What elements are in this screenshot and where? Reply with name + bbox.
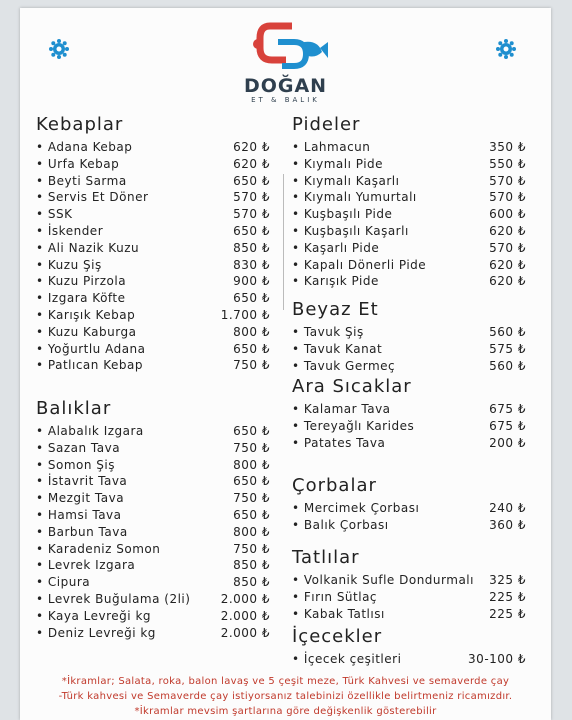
- ornament-flower-icon: [496, 39, 516, 59]
- menu-item-price: 570 ₺: [489, 190, 526, 205]
- menu-item-price: 570 ₺: [233, 207, 270, 222]
- menu-item-name: • Kıymalı Yumurtalı: [292, 190, 417, 205]
- menu-item-name: • Levrek Izgara: [36, 558, 136, 573]
- menu-item: [292, 190, 526, 207]
- menu-item-price: 240 ₺: [489, 501, 526, 515]
- menu-item-name: • Karadeniz Somon: [36, 541, 161, 556]
- menu-item-price: 1.700 ₺: [220, 307, 270, 322]
- menu-item-name: • Lahmacun: [292, 140, 371, 154]
- menu-item-name: • Somon Şiş: [36, 457, 116, 472]
- menu-item-name: • SSK: [36, 207, 73, 222]
- menu-item-price: 620 ₺: [233, 140, 270, 154]
- section-tatlilar: [292, 547, 526, 623]
- menu-item-price: 650 ₺: [233, 291, 270, 306]
- menu-item-price: 350 ₺: [489, 140, 526, 154]
- menu-item: [292, 573, 526, 590]
- menu-item: [36, 308, 270, 325]
- menu-item-name: • Kabak Tatlısı: [292, 606, 385, 621]
- menu-item-name: • Volkanik Sufle Dondurmalı: [292, 573, 474, 587]
- menu-item: [36, 140, 270, 157]
- ornament-flower-icon: [49, 39, 69, 59]
- menu-item-price: 750 ₺: [233, 358, 270, 373]
- menu-item: [292, 224, 526, 241]
- menu-item: [36, 542, 270, 559]
- menu-item-name: • Kuzu Pirzola: [36, 274, 127, 289]
- section-baliklar: [36, 398, 270, 642]
- menu-item-price: 30-100 ₺: [468, 652, 526, 666]
- menu-item: [36, 474, 270, 491]
- menu-item-name: • İçecek çeşitleri: [292, 652, 402, 666]
- menu-item-price: 620 ₺: [489, 274, 526, 289]
- menu-item-price: 850 ₺: [233, 575, 270, 590]
- menu-item: [36, 508, 270, 525]
- menu-item: [36, 441, 270, 458]
- menu-item-name: • İstavrit Tava: [36, 474, 128, 489]
- menu-item-name: • Levrek Buğulama (2li): [36, 591, 191, 606]
- section-title: Beyaz Et: [292, 299, 379, 320]
- menu-item-name: • Kaşarlı Pide: [292, 240, 380, 255]
- menu-item: [36, 274, 270, 291]
- menu-item-price: 650 ₺: [233, 474, 270, 489]
- menu-item-price: 650 ₺: [233, 173, 270, 188]
- menu-item-price: 570 ₺: [233, 190, 270, 205]
- menu-item: [36, 424, 270, 441]
- menu-item-name: • Kuzu Şiş: [36, 257, 102, 272]
- menu-item-name: • Urfa Kebap: [36, 156, 120, 171]
- menu-item: [292, 590, 526, 607]
- section-pideler: [292, 114, 526, 291]
- section-beyaz-et: [292, 299, 526, 375]
- menu-item-name: • Tereyağlı Karides: [292, 418, 415, 433]
- menu-item-name: • Hamsi Tava: [36, 507, 122, 522]
- menu-item: [292, 436, 526, 453]
- menu-item-name: • Kıymalı Kaşarlı: [292, 173, 400, 188]
- menu-item-price: 650 ₺: [233, 507, 270, 522]
- menu-item: [36, 558, 270, 575]
- menu-item-name: • Tavuk Kanat: [292, 341, 383, 356]
- menu-item-price: 750 ₺: [233, 541, 270, 556]
- menu-item-name: • Tavuk Germeç: [292, 358, 396, 373]
- menu-item: [292, 140, 526, 157]
- menu-item: [36, 358, 270, 375]
- menu-item: [36, 525, 270, 542]
- section-title: Ara Sıcaklar: [292, 376, 412, 397]
- menu-item-price: 800 ₺: [233, 324, 270, 339]
- menu-item-name: • Karışık Kebap: [36, 307, 136, 322]
- menu-item: [36, 575, 270, 592]
- footer-notes: [20, 674, 551, 719]
- menu-item: [36, 190, 270, 207]
- section-title: Çorbalar: [292, 475, 377, 496]
- menu-item-price: 620 ₺: [233, 156, 270, 171]
- menu-item-name: • Kaya Levreği kg: [36, 608, 152, 623]
- section-kebaplar: [36, 114, 270, 375]
- section-icecekler: [292, 626, 526, 669]
- section-title: İçecekler: [292, 626, 383, 647]
- menu-item: [292, 652, 526, 669]
- menu-item: [292, 241, 526, 258]
- menu-item: [36, 458, 270, 475]
- menu-item: [36, 592, 270, 609]
- menu-item: [292, 501, 526, 518]
- menu-item: [292, 419, 526, 436]
- menu-item-price: 620 ₺: [489, 223, 526, 238]
- menu-item: [36, 609, 270, 626]
- column-divider: [283, 174, 284, 310]
- menu-item-name: • Balık Çorbası: [292, 517, 389, 532]
- menu-item-name: • Beyti Sarma: [36, 173, 127, 188]
- menu-item-name: • Kuşbaşılı Kaşarlı: [292, 223, 409, 238]
- menu-item: [36, 157, 270, 174]
- menu-item-price: 600 ₺: [489, 207, 526, 222]
- section-corbalar: [292, 475, 526, 535]
- menu-item-price: 2.000 ₺: [220, 625, 270, 640]
- menu-item-name: • Adana Kebap: [36, 140, 133, 154]
- menu-item: [36, 207, 270, 224]
- menu-item-name: • Ali Nazik Kuzu: [36, 240, 140, 255]
- menu-item-name: • Izgara Köfte: [36, 291, 126, 306]
- menu-item-price: 750 ₺: [233, 440, 270, 455]
- menu-item-price: 650 ₺: [233, 341, 270, 356]
- menu-item-name: • Mezgit Tava: [36, 491, 125, 506]
- menu-item-name: • Sazan Tava: [36, 440, 121, 455]
- section-title: Pideler: [292, 114, 361, 135]
- menu-item-name: • İskender: [36, 223, 104, 238]
- menu-item: [292, 402, 526, 419]
- note-line: *İkramlar mevsim şartlarına göre değişkenlik gösterebilir: [134, 706, 437, 717]
- menu-item: [292, 325, 526, 342]
- menu-item: [292, 274, 526, 291]
- menu-item-price: 650 ₺: [233, 223, 270, 238]
- brand-name: DOĞAN: [243, 75, 328, 97]
- menu-item: [36, 491, 270, 508]
- brand-subtitle: ET & BALIK: [251, 96, 320, 104]
- section-title: Kebaplar: [36, 114, 124, 135]
- menu-item-price: 570 ₺: [489, 240, 526, 255]
- menu-item: [292, 258, 526, 275]
- menu-item-price: 830 ₺: [233, 257, 270, 272]
- menu-item: [292, 157, 526, 174]
- menu-item: [292, 207, 526, 224]
- menu-item-name: • Servis Et Döner: [36, 190, 149, 205]
- menu-item: [36, 291, 270, 308]
- menu-item-name: • Kıymalı Pide: [292, 156, 384, 171]
- menu-item-name: • Kuzu Kaburga: [36, 324, 137, 339]
- menu-item: [36, 325, 270, 342]
- menu-item-name: • Deniz Levreği kg: [36, 625, 156, 640]
- menu-item-name: • Patlıcan Kebap: [36, 358, 143, 373]
- menu-item: [36, 258, 270, 275]
- menu-item-price: 570 ₺: [489, 173, 526, 188]
- menu-item-price: 550 ₺: [489, 156, 526, 171]
- menu-item-price: 560 ₺: [489, 358, 526, 373]
- brand-logo-icon: [248, 18, 328, 70]
- menu-item: [292, 342, 526, 359]
- menu-item-name: • Fırın Sütlaç: [292, 589, 378, 604]
- menu-item: [292, 174, 526, 191]
- menu-item: [36, 224, 270, 241]
- section-title: Balıklar: [36, 398, 112, 419]
- menu-item: [36, 626, 270, 643]
- menu-item-name: • Tavuk Şiş: [292, 325, 364, 339]
- menu-item: [292, 607, 526, 624]
- menu-item-price: 800 ₺: [233, 457, 270, 472]
- menu-item-price: 675 ₺: [489, 418, 526, 433]
- menu-item: [36, 174, 270, 191]
- menu-item-price: 225 ₺: [489, 589, 526, 604]
- menu-item: [36, 342, 270, 359]
- menu-item-name: • Kuşbaşılı Pide: [292, 207, 393, 222]
- menu-item-price: 325 ₺: [489, 573, 526, 587]
- menu-item-price: 2.000 ₺: [220, 608, 270, 623]
- menu-item-price: 850 ₺: [233, 558, 270, 573]
- menu-item-price: 620 ₺: [489, 257, 526, 272]
- menu-item-name: • Alabalık Izgara: [36, 424, 144, 438]
- menu-item-price: 225 ₺: [489, 606, 526, 621]
- menu-item-price: 575 ₺: [489, 341, 526, 356]
- note-line: -Türk kahvesi ve Semaverde çay istiyorsanız talebinizi özellikle belirtmeniz ricamızdır.: [58, 691, 513, 702]
- menu-item: [292, 359, 526, 376]
- menu-item-price: 750 ₺: [233, 491, 270, 506]
- menu-page: [20, 8, 551, 720]
- section-ara-sicaklar: [292, 376, 526, 452]
- menu-item: [36, 241, 270, 258]
- menu-item-name: • Kalamar Tava: [292, 402, 391, 416]
- menu-item-price: 560 ₺: [489, 325, 526, 339]
- menu-item-price: 2.000 ₺: [220, 591, 270, 606]
- menu-item-name: • Patates Tava: [292, 435, 386, 450]
- menu-item-name: • Kapalı Dönerli Pide: [292, 257, 427, 272]
- menu-item-price: 675 ₺: [489, 402, 526, 416]
- menu-item-price: 200 ₺: [489, 435, 526, 450]
- menu-item-price: 800 ₺: [233, 524, 270, 539]
- note-line: *İkramlar; Salata, roka, balon lavaş ve 5 çeşit meze, Türk Kahvesi ve semaverde çay: [61, 676, 510, 687]
- menu-item-name: • Barbun Tava: [36, 524, 128, 539]
- menu-item-name: • Mercimek Çorbası: [292, 501, 420, 515]
- menu-item-price: 850 ₺: [233, 240, 270, 255]
- menu-item-name: • Cipura: [36, 575, 91, 590]
- menu-item-price: 650 ₺: [233, 424, 270, 438]
- menu-item-name: • Karışık Pide: [292, 274, 379, 289]
- section-title: Tatlılar: [292, 547, 360, 568]
- menu-item: [292, 518, 526, 535]
- menu-item-price: 360 ₺: [489, 517, 526, 532]
- menu-item-price: 900 ₺: [233, 274, 270, 289]
- menu-item-name: • Yoğurtlu Adana: [36, 341, 146, 356]
